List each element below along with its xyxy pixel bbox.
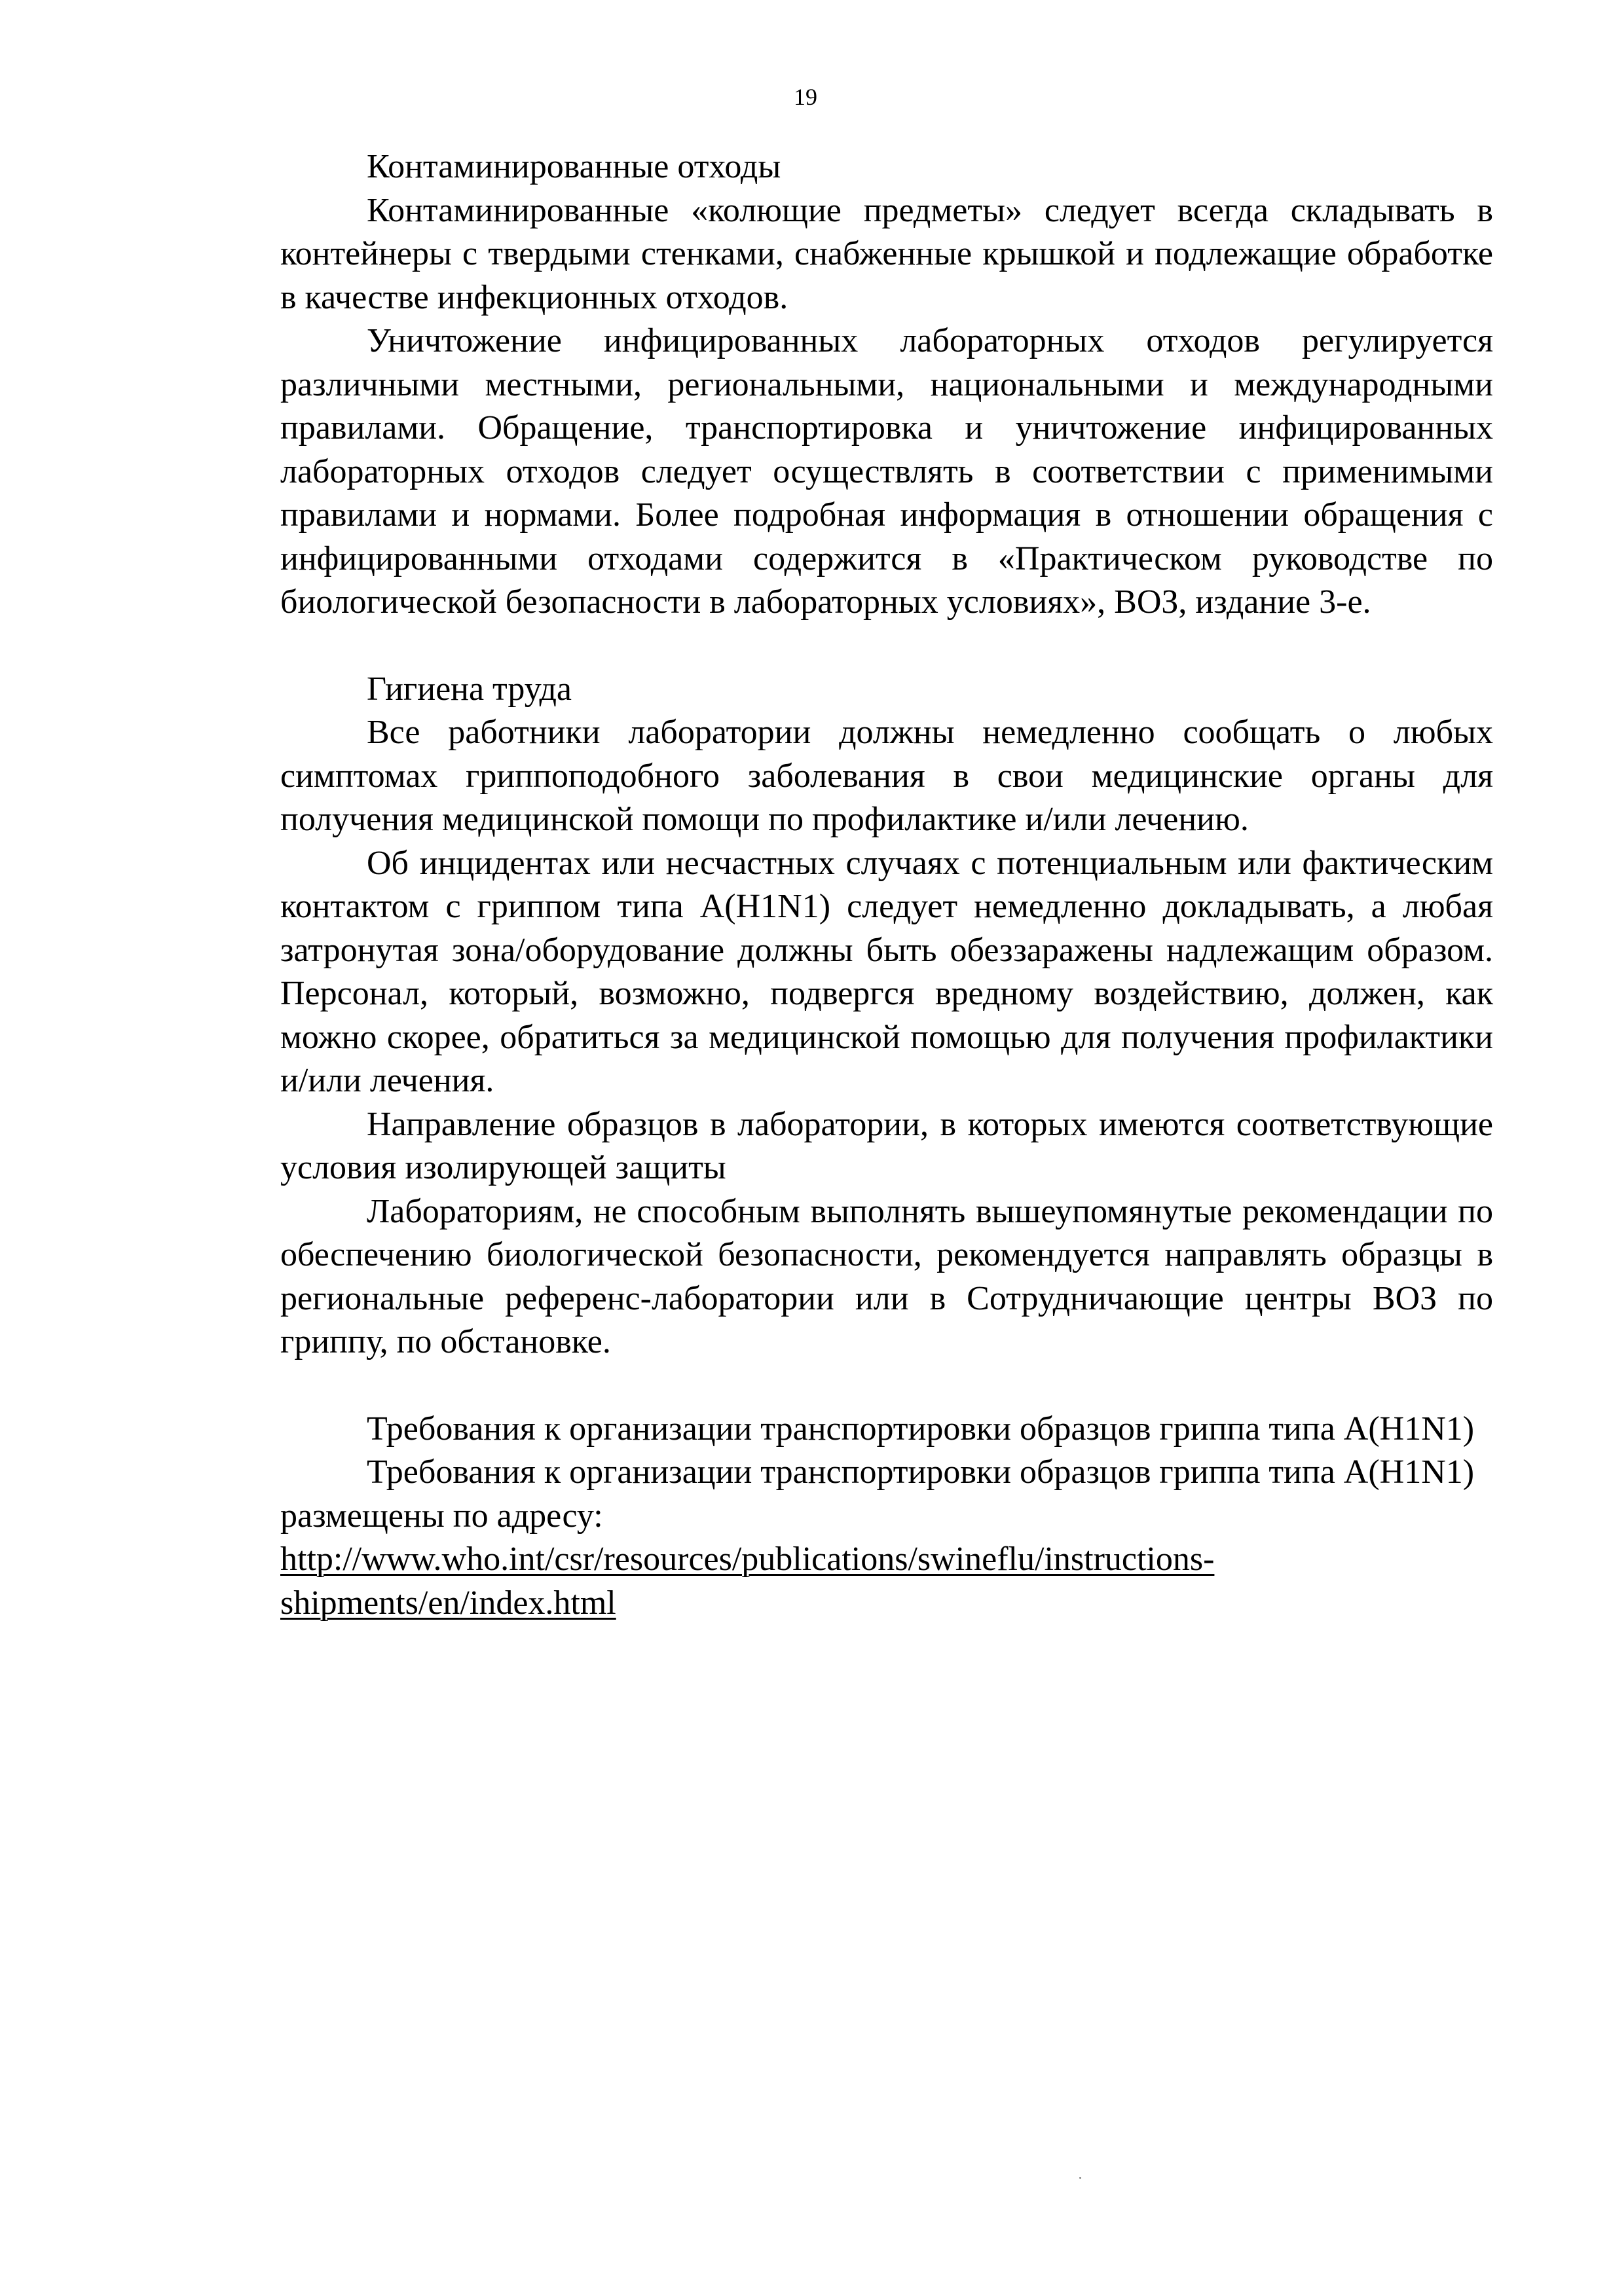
section-gap [280,1364,1493,1408]
document-body [280,145,1493,1625]
paragraph-referral-labs: Лабораториям, не способным выполнять вышеупомянутые рекомендации по обеспечению биологической безопасности, рекомендуется направлять образцы в региональные референс-лаборатории или в Сотрудничающие центры ВОЗ по гриппу, по обстановке. [280,1192,1493,1360]
paragraph-referral-heading: Направление образцов в лаборатории, в которых имеются соответствующие условия изолирующей защиты [280,1105,1493,1186]
scan-speck [1079,2177,1081,2179]
paragraph-report-symptoms: Все работники лаборатории должны немедленно сообщать о любых симптомах гриппоподобного заболевания в свои медицинские органы для получения медицинской помощи по профилактике и/или лечению. [280,714,1493,838]
paragraph-incidents: Об инцидентах или несчастных случаях с потенциальным или фактическим контактом с гриппом типа A(H1N1) следует немедленно докладывать, а любая затронутая зона/оборудование должны быть обеззаражены надлежащим образом. Персонал, который, возможно, подвергся вредному воздействию, должен, как можно скорее, обратиться за медицинской помощью для получения профилактики и/или лечения. [280,844,1493,1099]
section-heading-contaminated-waste: Контаминированные отходы [367,148,781,185]
page-number: 19 [794,84,817,110]
section-heading-occupational-hygiene: Гигиена труда [367,670,572,708]
paragraph-sharps: Контаминированные «колющие предметы» следует всегда складывать в контейнеры с твердыми стенками, снабженные крышкой и подлежащие обработке в качестве инфекционных отходов. [280,191,1493,316]
transport-requirements-text: Требования к организации транспортировки образцов гриппа типа A(H1N1) размещены по адресу: [280,1453,1475,1535]
paragraph-waste-disposal: Уничтожение инфицированных лабораторных отходов регулируется различными местными, региональными, национальными и международными правилами. Обращение, транспортировка и уничтожение инфицированных лабораторных отходов следует осуществлять в соответствии с применимыми правилами и нормами. Более подробная информация в отношении обращения с инфицированными отходами содержится в «Практическом руководстве по биологической безопасности в лабораторных условиях», ВОЗ, издание 3-е. [280,322,1493,621]
paragraph-transport-requirements [280,1451,1493,1625]
section-gap [280,625,1493,668]
section-heading-transport: Требования к организации транспортировки образцов гриппа типа A(H1N1) [367,1410,1475,1448]
who-instructions-link[interactable]: http://www.who.int/csr/resources/publications/swineflu/instructions-shipments/en/index.html [280,1540,1215,1622]
